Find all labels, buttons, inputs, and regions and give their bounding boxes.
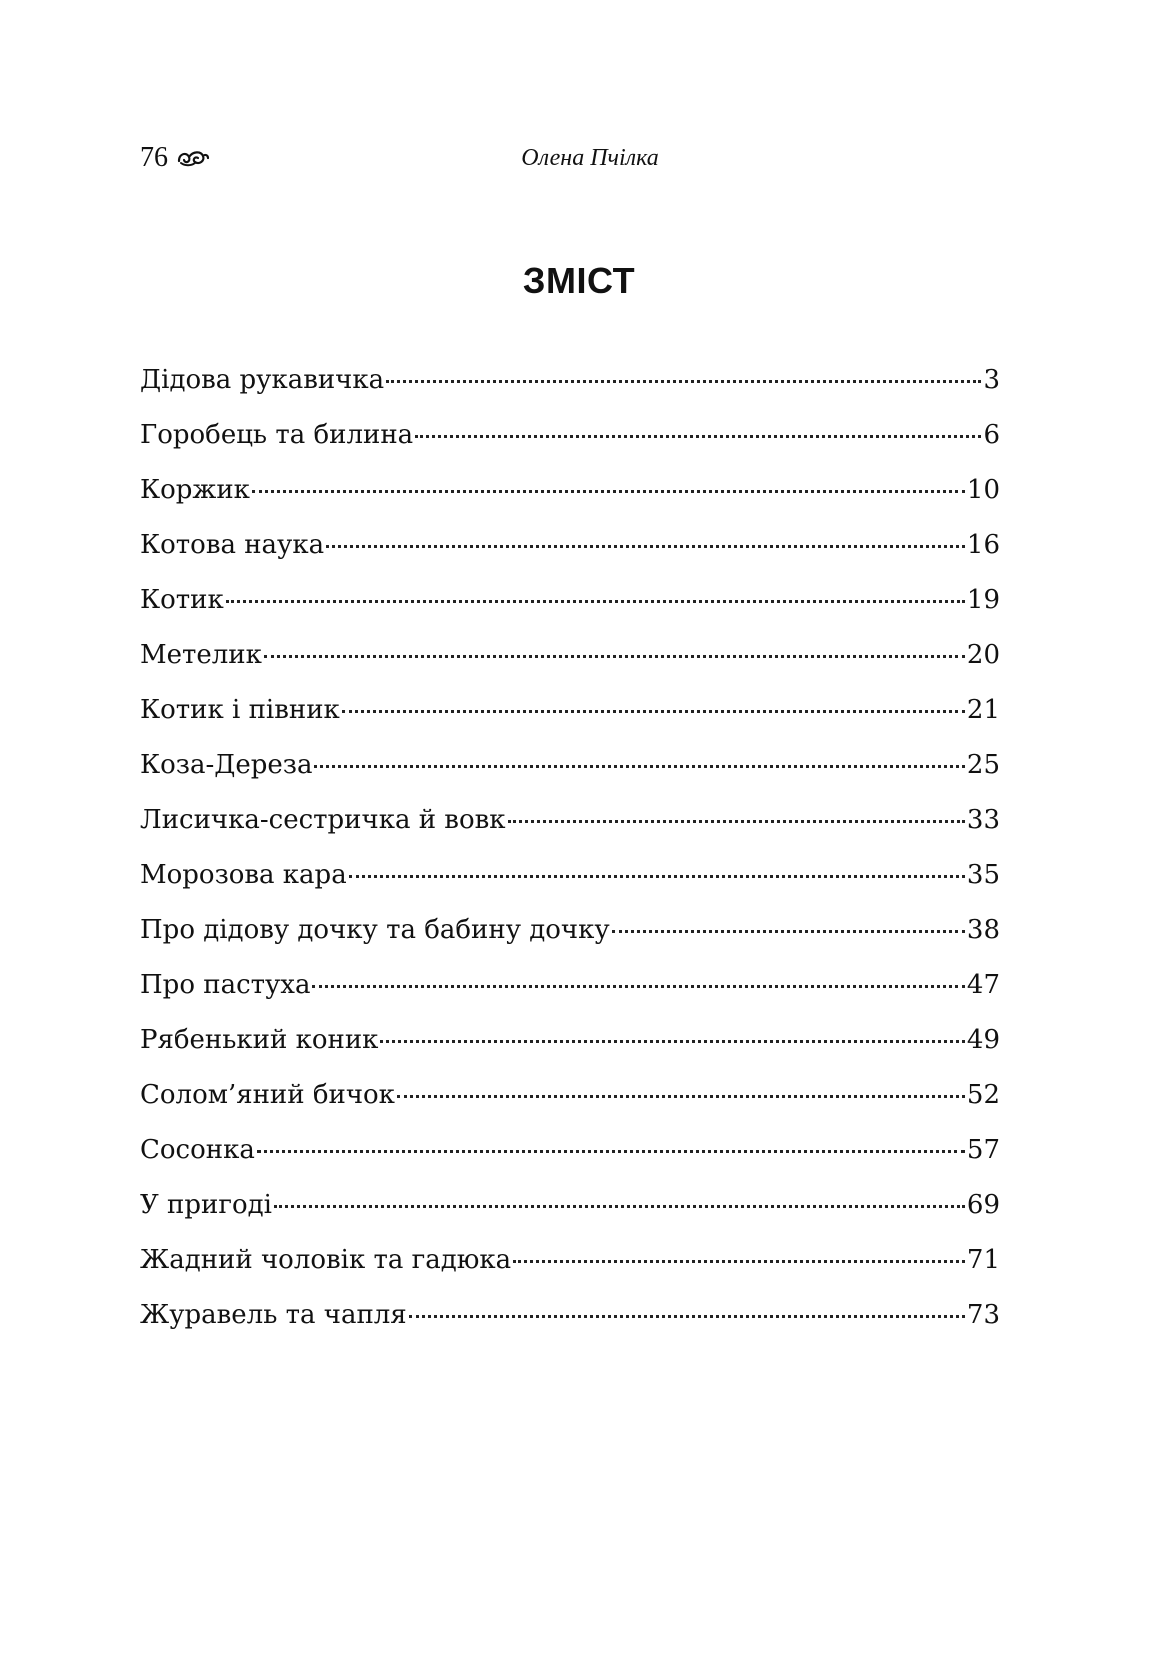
toc-entry: [140, 1297, 1000, 1352]
toc-entry-label: Метелик: [140, 640, 262, 670]
toc-entry: [140, 747, 1000, 802]
toc-entry-page: 16: [966, 530, 1000, 560]
toc-entry-page: 69: [966, 1190, 1000, 1220]
dot-leader: [226, 600, 965, 603]
toc-entry-label: Журавель та чапля: [140, 1300, 407, 1330]
toc-list: [140, 362, 1000, 1352]
toc-entry: [140, 967, 1000, 1022]
dot-leader: [386, 380, 981, 383]
dot-leader: [415, 435, 981, 438]
toc-entry: [140, 1242, 1000, 1297]
dot-leader: [513, 1260, 965, 1263]
dot-leader: [264, 655, 965, 658]
toc-entry-label: Коза-Дереза: [140, 750, 313, 780]
toc-entry-label: Рябенький коник: [140, 1025, 379, 1055]
toc-title: ЗМІСТ: [522, 260, 636, 301]
toc-entry-label: Лисичка-сестричка й вовк: [140, 805, 506, 835]
toc-entry-label: Морозова кара: [140, 860, 347, 890]
page-header: [140, 140, 1000, 176]
toc-entry: [140, 1187, 1000, 1242]
toc-entry-page: 19: [966, 585, 1000, 615]
toc-entry-page: 52: [966, 1080, 1000, 1110]
toc-entry-page: 71: [966, 1245, 1000, 1275]
dot-leader: [380, 1040, 965, 1043]
page-number: 76: [140, 142, 168, 173]
toc-entry: [140, 1077, 1000, 1132]
toc-entry-label: Котова наука: [140, 530, 325, 560]
toc-entry-page: 21: [966, 695, 1000, 725]
dot-leader: [349, 875, 965, 878]
toc-entry-page: 33: [966, 805, 1000, 835]
running-title: Олена Пчілка: [521, 145, 659, 171]
toc-entry-label: Жадний чоловік та гадюка: [140, 1245, 512, 1275]
dot-leader: [274, 1205, 965, 1208]
toc-entry-label: Про пастуха: [140, 970, 311, 1000]
toc-entry-label: Коржик: [140, 475, 250, 505]
toc-entry: [140, 362, 1000, 417]
toc-entry: [140, 692, 1000, 747]
toc-entry: [140, 912, 1000, 967]
toc-entry: [140, 472, 1000, 527]
toc-entry-label: У пригоді: [140, 1190, 272, 1220]
toc-entry: [140, 582, 1000, 637]
toc-entry-label: Сосонка: [140, 1135, 255, 1165]
toc-entry-page: 25: [966, 750, 1000, 780]
toc-entry-label: Горобець та билина: [140, 420, 414, 450]
toc-entry: [140, 802, 1000, 857]
toc-entry-page: 73: [966, 1300, 1000, 1330]
toc-entry-page: 3: [983, 365, 1000, 395]
toc-entry-label: Про дідову дочку та бабину дочку: [140, 915, 610, 945]
toc-entry-page: 38: [966, 915, 1000, 945]
toc-entry-page: 49: [966, 1025, 1000, 1055]
toc-entry: [140, 527, 1000, 582]
dot-leader: [326, 545, 965, 548]
toc-entry: [140, 1132, 1000, 1187]
toc-entry-page: 35: [966, 860, 1000, 890]
dot-leader: [612, 930, 965, 933]
toc-entry: [140, 417, 1000, 472]
toc-entry-page: 47: [966, 970, 1000, 1000]
toc-entry-label: Дідова рукавичка: [140, 365, 385, 395]
toc-entry-label: Котик: [140, 585, 224, 615]
dot-leader: [312, 985, 964, 988]
toc-entry-page: 10: [966, 475, 1000, 505]
dot-leader: [409, 1315, 965, 1318]
toc-entry: [140, 1022, 1000, 1077]
toc-entry-page: 57: [966, 1135, 1000, 1165]
dot-leader: [508, 820, 965, 823]
toc-entry: [140, 637, 1000, 692]
toc-entry-label: Солом’яний бичок: [140, 1080, 395, 1110]
dot-leader: [397, 1095, 965, 1098]
toc-entry-page: 6: [983, 420, 1000, 450]
dot-leader: [257, 1150, 965, 1153]
toc-entry-label: Котик і півник: [140, 695, 340, 725]
dot-leader: [342, 710, 965, 713]
toc-entry-page: 20: [966, 640, 1000, 670]
toc-entry: [140, 857, 1000, 912]
dot-leader: [252, 490, 965, 493]
dot-leader: [314, 765, 964, 768]
